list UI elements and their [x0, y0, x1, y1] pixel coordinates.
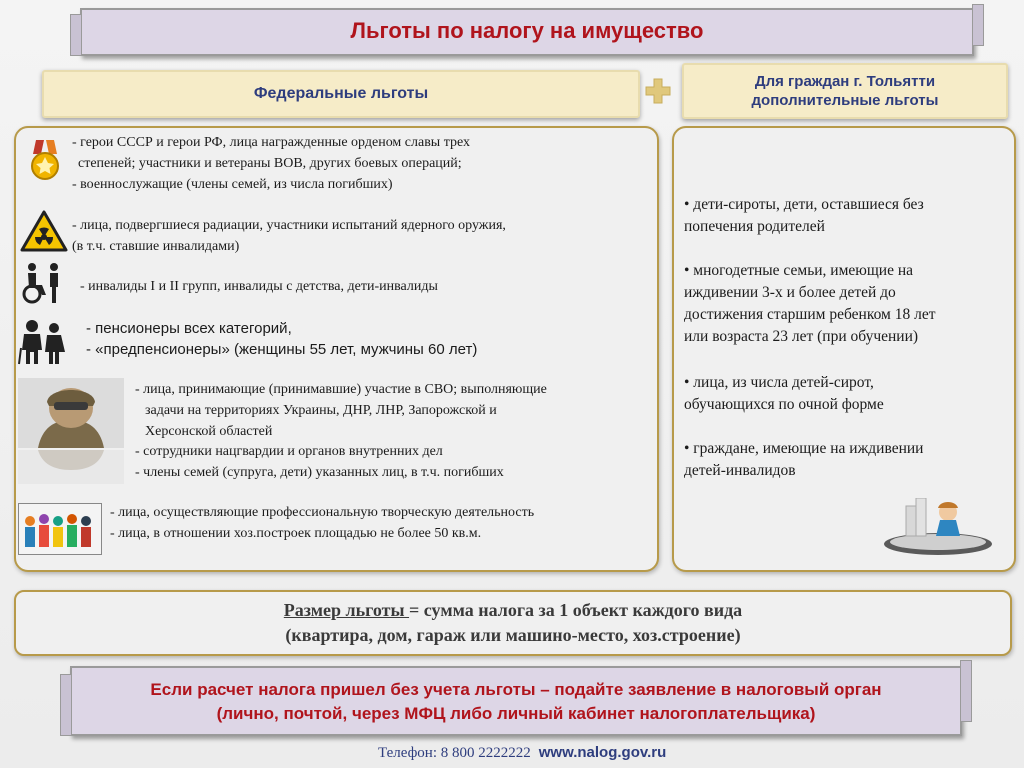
notice-line2: (лично, почтой, через МФЦ либо личный кабинет налогоплательщика) — [216, 704, 816, 723]
local-item2-line2: иждивении 3-х и более детей до — [684, 284, 896, 301]
local-item2-line4: или возраста 23 лет (при обучении) — [684, 328, 919, 345]
footer — [378, 744, 666, 762]
title-banner — [80, 8, 974, 56]
medal-icon — [28, 140, 62, 182]
plus-icon — [645, 78, 671, 104]
federal-group4-line2: - «предпенсионеры» (женщины 55 лет, мужчины 60 лет) — [86, 341, 478, 358]
federal-group1-line1: - герои СССР и герои РФ, лица награжденные орденом славы трех — [72, 135, 471, 150]
local-item1-line2: попечения родителей — [684, 218, 825, 235]
federal-group5-line4: - сотрудники нацгвардии и органов внутренних дел — [135, 444, 443, 459]
disabled-people-icon — [20, 262, 66, 304]
federal-group2-line2: (в т.ч. ставшие инвалидами) — [72, 239, 240, 254]
crowd-photo — [18, 503, 102, 555]
local-item2-line1: • многодетные семьи, имеющие на — [684, 262, 914, 279]
notice-line1: Если расчет налога пришел без учета льготы – подайте заявление в налоговый орган — [150, 680, 882, 699]
federal-group6-line2: - лица, в отношении хоз.построек площадью не более 50 кв.м. — [110, 526, 482, 541]
radiation-icon — [20, 210, 68, 252]
child-illustration — [882, 498, 994, 556]
federal-group5-line5: - члены семей (супруга, дети) указанных лиц, в т.ч. погибших — [135, 465, 504, 480]
local-item3-line2: обучающихся по очной форме — [684, 396, 884, 413]
federal-group1-line2: степеней; участники и ветераны ВОВ, других боевых операций; — [78, 156, 462, 171]
local-header-line2: дополнительные льготы — [751, 92, 939, 109]
soldier-photo — [18, 378, 124, 484]
federal-group3-line1: - инвалиды I и II групп, инвалиды с детства, дети-инвалиды — [80, 279, 438, 294]
local-item3-line1: • лица, из числа детей-сирот, — [684, 374, 874, 391]
footer-site-link[interactable]: www.nalog.gov.ru — [538, 744, 667, 761]
federal-group1-line3: - военнослужащие (члены семей, из числа погибших) — [72, 177, 393, 192]
pensioners-icon — [18, 318, 68, 366]
page-title: Льготы по налогу на имущество — [350, 18, 704, 43]
local-header-line1: Для граждан г. Тольятти — [754, 73, 936, 90]
footer-phone: Телефон: 8 800 2222222 — [378, 745, 531, 761]
benefit-size-label: Размер льготы — [283, 600, 410, 620]
benefit-size-objects: (квартира, дом, гараж или машино-место, хоз.строение) — [285, 625, 741, 645]
federal-group5-line1: - лица, принимающие (принимавшие) участие в СВО; выполняющие — [135, 382, 547, 397]
local-item2-line3: достижения старшим ребенком 18 лет — [684, 306, 936, 323]
federal-group4-line1: - пенсионеры всех категорий, — [86, 320, 292, 337]
benefit-size-formula: = сумма налога за 1 объект каждого вида — [409, 600, 743, 620]
local-header — [682, 63, 1008, 119]
benefit-size-box — [14, 590, 1012, 656]
federal-group5-line2: задачи на территориях Украины, ДНР, ЛНР, Запорожской и — [145, 403, 497, 418]
federal-group6-line1: - лица, осуществляющие профессиональную творческую деятельность — [110, 505, 535, 520]
local-item4-line2: детей-инвалидов — [684, 462, 796, 479]
local-item1-line1: • дети-сироты, дети, оставшиеся без — [684, 196, 924, 213]
local-item4-line1: • граждане, имеющие на иждивении — [684, 440, 924, 457]
federal-header: Федеральные льготы — [42, 70, 640, 118]
federal-group2-line1: - лица, подвергшиеся радиации, участники испытаний ядерного оружия, — [72, 218, 506, 233]
notice-banner — [70, 666, 962, 736]
federal-group5-line3: Херсонской областей — [145, 424, 273, 439]
